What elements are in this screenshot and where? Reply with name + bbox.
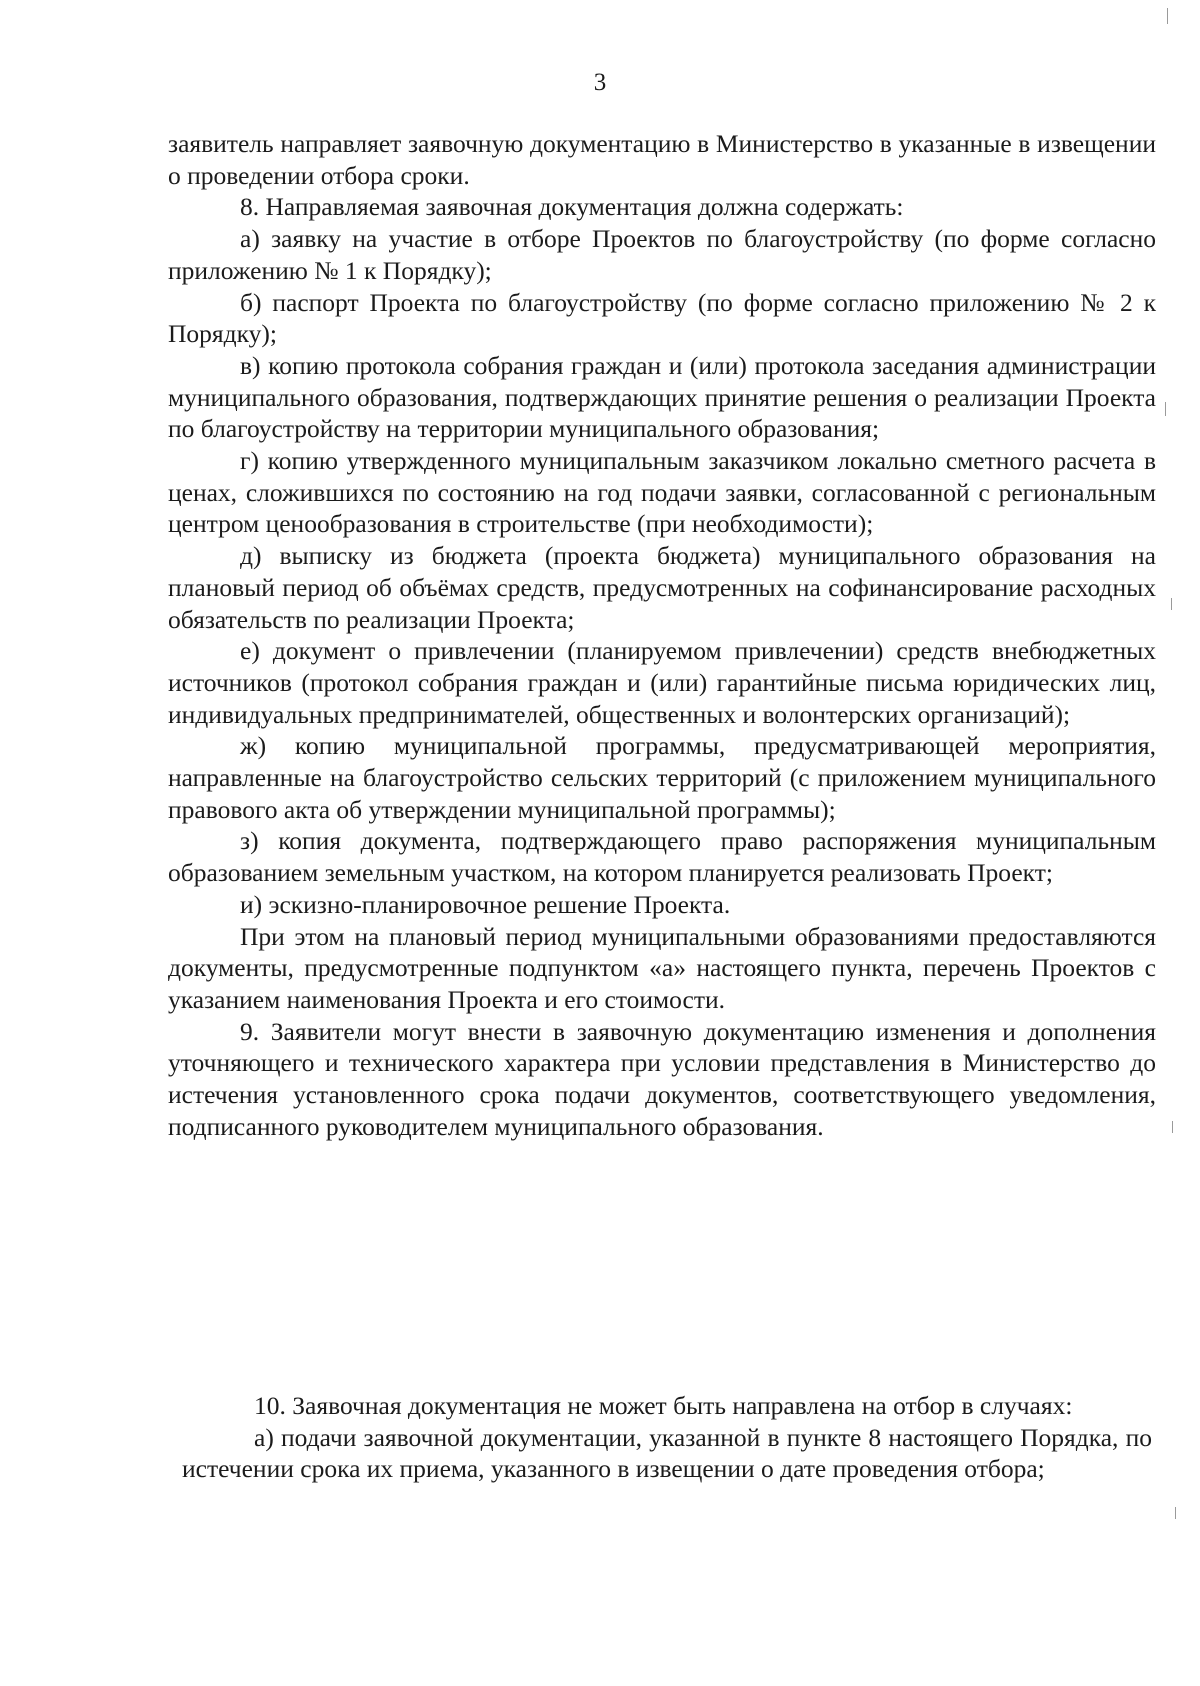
- paragraph-10: и) эскизно-планировочное решение Проекта.: [240, 889, 731, 919]
- main-text-block: [168, 128, 1156, 1143]
- paragraph-8: ж) копию муниципальной программы, предусматривающей мероприятия, направленные на благоустройство сельских территорий (с приложением муниципального правового акта об утверждении муниципальной программы);: [168, 731, 1156, 824]
- paragraph-0: заявитель направляет заявочную документацию в Министерство в указанные в извещении о проведении отбора сроки.: [168, 129, 1156, 190]
- paragraph-11: При этом на плановый период муниципальными образованиями предоставляются документы, предусмотренные подпунктом «а» настоящего пункта, перечень Проектов с указанием наименования Проекта и его стоимости.: [168, 921, 1156, 1014]
- tail-text-block: [182, 1390, 1152, 1485]
- scan-edge-mark: [1167, 8, 1168, 24]
- paragraph-5: г) копию утвержденного муниципальным заказчиком локально сметного расчета в ценах, сложившихся по состоянию на год подачи заявки, согласованной с региональным центром ценообразования в строительстве (при необходимости);: [168, 446, 1156, 539]
- scan-edge-mark: [1172, 1121, 1173, 1133]
- paragraph-4: в) копию протокола собрания граждан и (или) протокола заседания администрации муниципального образования, подтверждающих принятие решения о реализации Проекта по благоустройству на территории муниципального образования;: [168, 350, 1156, 444]
- paragraph-9: з) копия документа, подтверждающего право распоряжения муниципальным образованием земельным участком, на котором планируется реализовать Проект;: [168, 826, 1156, 888]
- scan-edge-mark: [1175, 1507, 1176, 1519]
- tail-paragraph-0: 10. Заявочная документация не может быть направлена на отбор в случаях:: [254, 1391, 1073, 1420]
- paragraph-1: 8. Направляемая заявочная документация должна содержать:: [240, 192, 904, 222]
- paragraph-6: д) выписку из бюджета (проекта бюджета) муниципального образования на плановый период об объёмах средств, предусмотренных на софинансирование расходных обязательств по реализации Проекта;: [168, 541, 1156, 634]
- paragraph-2: а) заявку на участие в отборе Проектов по благоустройству (по форме согласно приложению № 1 к Порядку);: [168, 224, 1156, 285]
- page-number: 3: [593, 69, 607, 96]
- scan-edge-mark: [1165, 402, 1166, 416]
- paragraph-7: е) документ о привлечении (планируемом привлечении) средств внебюджетных источников (протокол собрания граждан и (или) гарантийные письма юридических лиц, индивидуальных предпринимателей, общественных и волонтерских организаций);: [168, 636, 1156, 729]
- paragraph-3: б) паспорт Проекта по благоустройству (по форме согласно приложению № 2 к Порядку);: [168, 287, 1156, 349]
- scan-edge-mark: [1171, 598, 1172, 610]
- tail-paragraph-1: а) подачи заявочной документации, указанной в пункте 8 настоящего Порядка, по истечении срока их приема, указанного в извещении о дате проведения отбора;: [182, 1422, 1152, 1484]
- paragraph-12: 9. Заявители могут внести в заявочную документацию изменения и дополнения уточняющего и технического характера при условии представления в Министерство до истечения установленного срока подачи документов, соответствующего уведомления, подписанного руководителем муниципального образования.: [168, 1016, 1156, 1141]
